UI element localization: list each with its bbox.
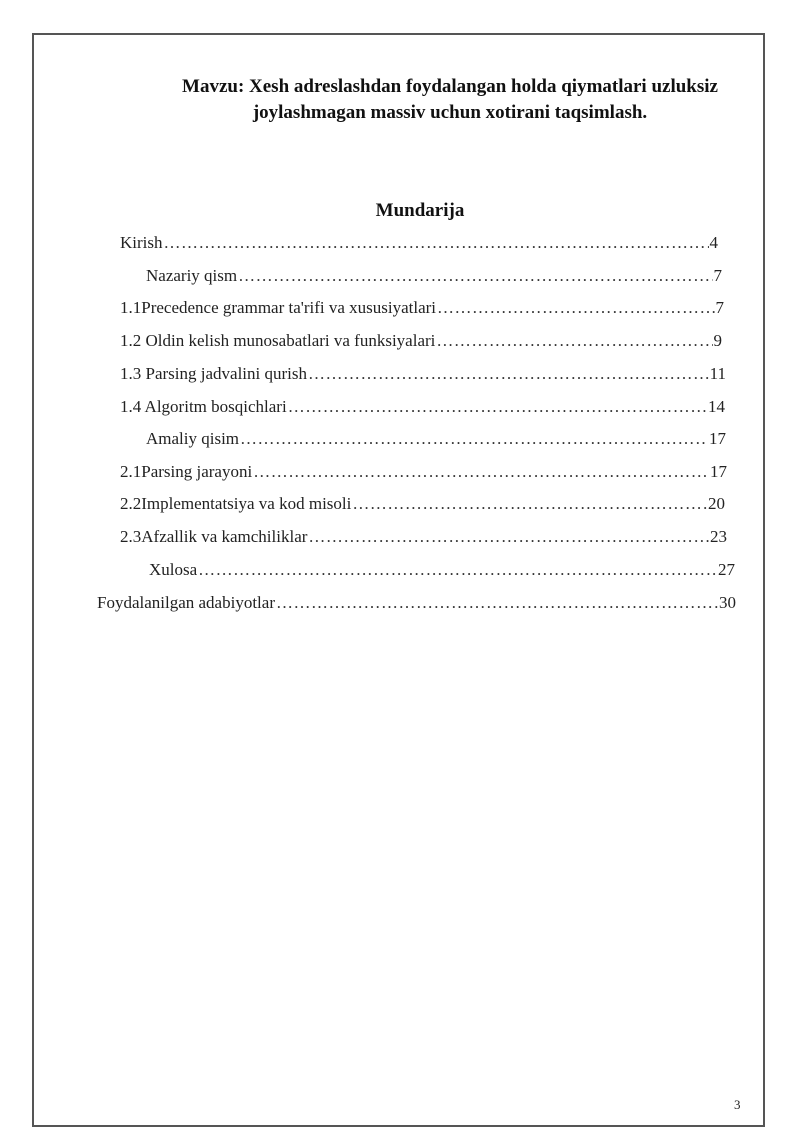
toc-leader-dots <box>436 330 712 352</box>
title-line-2: joylashmagan massiv uchun xotirani taqsimlash. <box>252 102 648 123</box>
toc-entry-page: 27 <box>718 560 735 579</box>
toc-leader-dots <box>437 297 714 319</box>
toc-leader-dots <box>288 396 707 418</box>
toc-entry-label: Foydalanilgan adabiyotlar <box>97 593 275 612</box>
toc-entry-label: 2.2Implementatsiya va kod misoli <box>120 494 352 513</box>
title-line-1: Mavzu: Xesh adreslashdan foydalangan holda qiymatlari uzluksiz <box>182 76 718 97</box>
toc-entry-label: 1.4 Algoritm bosqichlari <box>120 397 287 416</box>
toc-entry-page: 17 <box>709 429 726 448</box>
toc-entry-label: Amaliy qisim <box>146 429 240 448</box>
toc-entry-page: 7 <box>713 266 722 285</box>
toc-entry-1-4[interactable] <box>120 396 725 418</box>
toc-leader-dots <box>276 592 718 614</box>
toc-leader-dots <box>164 232 709 254</box>
toc-entry-page: 20 <box>708 494 725 513</box>
toc-entry-2-3[interactable] <box>120 526 727 548</box>
toc-entry-page: 17 <box>710 462 727 481</box>
toc-entry-page: 7 <box>715 298 724 317</box>
toc-leader-dots <box>238 265 712 287</box>
toc-entry-label: Nazariy qism <box>146 266 238 285</box>
toc-entry-kirish[interactable] <box>120 232 718 254</box>
document-title <box>0 74 800 126</box>
toc-entry-1-3[interactable] <box>120 363 726 385</box>
toc-entry-adabiyotlar[interactable] <box>97 592 736 614</box>
toc-entry-2-1[interactable] <box>120 461 727 483</box>
toc-entry-page: 4 <box>709 233 718 252</box>
toc-leader-dots <box>198 559 717 581</box>
toc-leader-dots <box>308 526 709 548</box>
toc-entry-label: 2.1Parsing jarayoni <box>120 462 253 481</box>
toc-entry-page: 11 <box>709 364 726 383</box>
toc-entry-page: 30 <box>719 593 736 612</box>
toc-leader-dots <box>240 428 708 450</box>
toc-entry-1-1[interactable] <box>120 297 724 319</box>
page-number: 3 <box>734 1097 741 1112</box>
toc-leader-dots <box>253 461 709 483</box>
toc-entry-xulosa[interactable] <box>149 559 735 581</box>
toc-entry-1-2[interactable] <box>120 330 722 352</box>
toc-entry-nazariy-qism[interactable] <box>146 265 722 287</box>
toc-entry-label: 1.2 Oldin kelish munosabatlari va funksiyalari <box>120 331 436 350</box>
toc-entry-amaliy-qisim[interactable] <box>146 428 726 450</box>
toc-entry-page: 23 <box>710 527 727 546</box>
toc-leader-dots <box>352 493 707 515</box>
toc-entry-label: Xulosa <box>149 560 198 579</box>
toc-entry-label: 1.1Precedence grammar ta'rifi va xususiyatlari <box>120 298 437 317</box>
toc-leader-dots <box>308 363 709 385</box>
toc-entry-2-2[interactable] <box>120 493 725 515</box>
toc-entry-page: 9 <box>713 331 722 350</box>
toc-heading: Mundarija <box>375 200 465 221</box>
toc-entry-label: 1.3 Parsing jadvalini qurish <box>120 364 307 383</box>
toc-entry-label: Kirish <box>120 233 163 252</box>
toc-entry-label: 2.3Afzallik va kamchiliklar <box>120 527 308 546</box>
toc-entry-page: 14 <box>708 397 725 416</box>
